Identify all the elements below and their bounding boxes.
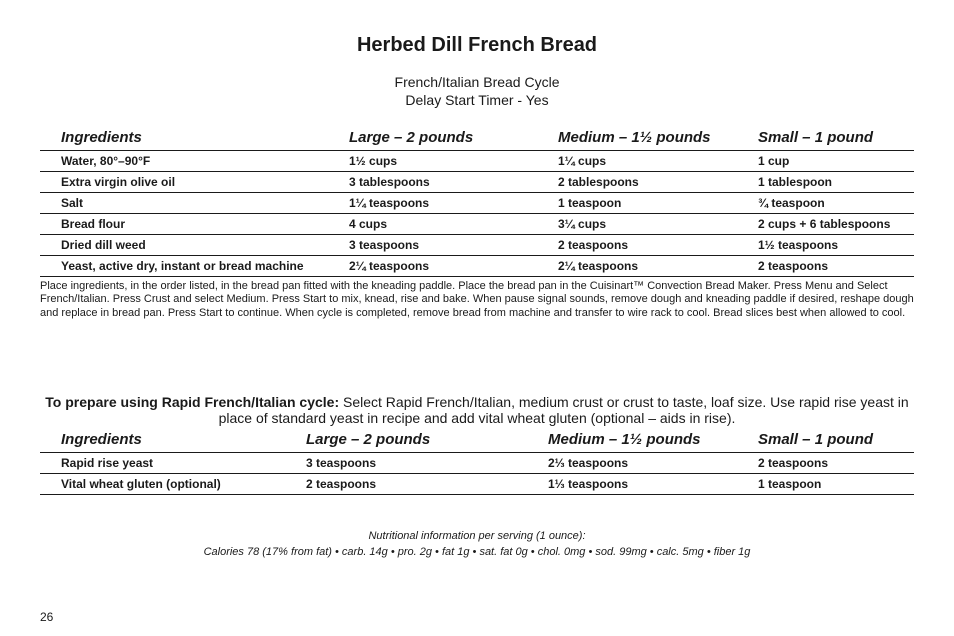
nutrition-values: Calories 78 (17% from fat) • carb. 14g • pro. 2g • fat 1g • sat. fat 0g • chol. 0mg • sod. 99mg • calc. 5mg • fiber 1g xyxy=(203,546,751,558)
amount-small: 2 teaspoons xyxy=(737,453,914,474)
rapid-cycle-text: Select Rapid French/Italian, medium crust or crust to taste, loaf size. Use rapid rise yeast in place of standard yeast in recipe and add vital wheat gluten (optional – aids in rise). xyxy=(218,394,909,426)
amount-large: 2 teaspoons xyxy=(285,474,527,495)
amount-small: 2 cups + 6 tablespoons xyxy=(737,214,914,235)
amount-medium: 3¼ cups xyxy=(537,214,737,235)
amount-large: 1½ cups xyxy=(328,151,537,172)
col-header-small: Small – 1 pound xyxy=(737,430,914,453)
amount-medium: 1¼ cups xyxy=(537,151,737,172)
amount-small: 2 teaspoons xyxy=(737,256,914,277)
table-row xyxy=(40,151,914,172)
amount-large: 4 cups xyxy=(328,214,537,235)
table-header-row xyxy=(40,430,914,453)
amount-small: ¾ teaspoon xyxy=(737,193,914,214)
ingredient-name: Yeast, active dry, instant or bread machine xyxy=(40,256,328,277)
nutrition-heading: Nutritional information per serving (1 ounce): xyxy=(368,530,586,542)
delay-timer-label: Delay Start Timer - Yes xyxy=(405,92,549,108)
amount-small: 1 tablespoon xyxy=(737,172,914,193)
ingredient-name: Dried dill weed xyxy=(40,235,328,256)
table-row xyxy=(40,172,914,193)
ingredient-name: Water, 80°–90°F xyxy=(40,151,328,172)
amount-medium: 1⅓ teaspoons xyxy=(527,474,737,495)
col-header-large: Large – 2 pounds xyxy=(328,128,537,151)
table-header-row xyxy=(40,128,914,151)
amount-small: 1 teaspoon xyxy=(737,474,914,495)
amount-small: 1½ teaspoons xyxy=(737,235,914,256)
rapid-cycle-lead: To prepare using Rapid French/Italian cycle: xyxy=(45,394,340,410)
table-row xyxy=(40,453,914,474)
page-number: 26 xyxy=(40,610,54,624)
amount-large: 3 tablespoons xyxy=(328,172,537,193)
amount-large: 1¼ teaspoons xyxy=(328,193,537,214)
amount-small: 1 cup xyxy=(737,151,914,172)
cycle-label: French/Italian Bread Cycle xyxy=(394,74,560,90)
rapid-ingredients-table xyxy=(40,430,914,495)
amount-medium: 2 teaspoons xyxy=(537,235,737,256)
table-row xyxy=(40,193,914,214)
col-header-ingredients: Ingredients xyxy=(40,430,285,453)
table-row xyxy=(40,214,914,235)
amount-large: 3 teaspoons xyxy=(328,235,537,256)
rapid-cycle-note xyxy=(40,394,914,426)
amount-medium: 2¼ teaspoons xyxy=(537,256,737,277)
col-header-large: Large – 2 pounds xyxy=(285,430,527,453)
table-row xyxy=(40,235,914,256)
page-title: Herbed Dill French Bread xyxy=(356,34,598,56)
amount-medium: 2 tablespoons xyxy=(537,172,737,193)
amount-medium: 1 teaspoon xyxy=(537,193,737,214)
col-header-medium: Medium – 1½ pounds xyxy=(527,430,737,453)
ingredient-name: Vital wheat gluten (optional) xyxy=(40,474,285,495)
ingredient-name: Rapid rise yeast xyxy=(40,453,285,474)
col-header-small: Small – 1 pound xyxy=(737,128,914,151)
amount-large: 2¼ teaspoons xyxy=(328,256,537,277)
instructions-paragraph: Place ingredients, in the order listed, in the bread pan fitted with the kneading paddle. Place the bread pan in the Cuisinart™ Convection Bread Maker. Press Menu and Select French/Italian. Press Crust and select Medium. Press Start to mix, knead, rise and bake. When pause signal sounds, remove dough and kneading paddle if desired, reshape dough and replace in bread pan. Press Start to continue. When cycle is completed, remove bread from machine and transfer to wire rack to cool. Bread slices best when allowed to cool. xyxy=(40,280,914,319)
ingredient-name: Salt xyxy=(40,193,328,214)
ingredients-table xyxy=(40,128,914,277)
table-row xyxy=(40,256,914,277)
ingredient-name: Bread flour xyxy=(40,214,328,235)
amount-large: 3 teaspoons xyxy=(285,453,527,474)
amount-medium: 2⅓ teaspoons xyxy=(527,453,737,474)
col-header-medium: Medium – 1½ pounds xyxy=(537,128,737,151)
ingredient-name: Extra virgin olive oil xyxy=(40,172,328,193)
table-row xyxy=(40,474,914,495)
col-header-ingredients: Ingredients xyxy=(40,128,328,151)
